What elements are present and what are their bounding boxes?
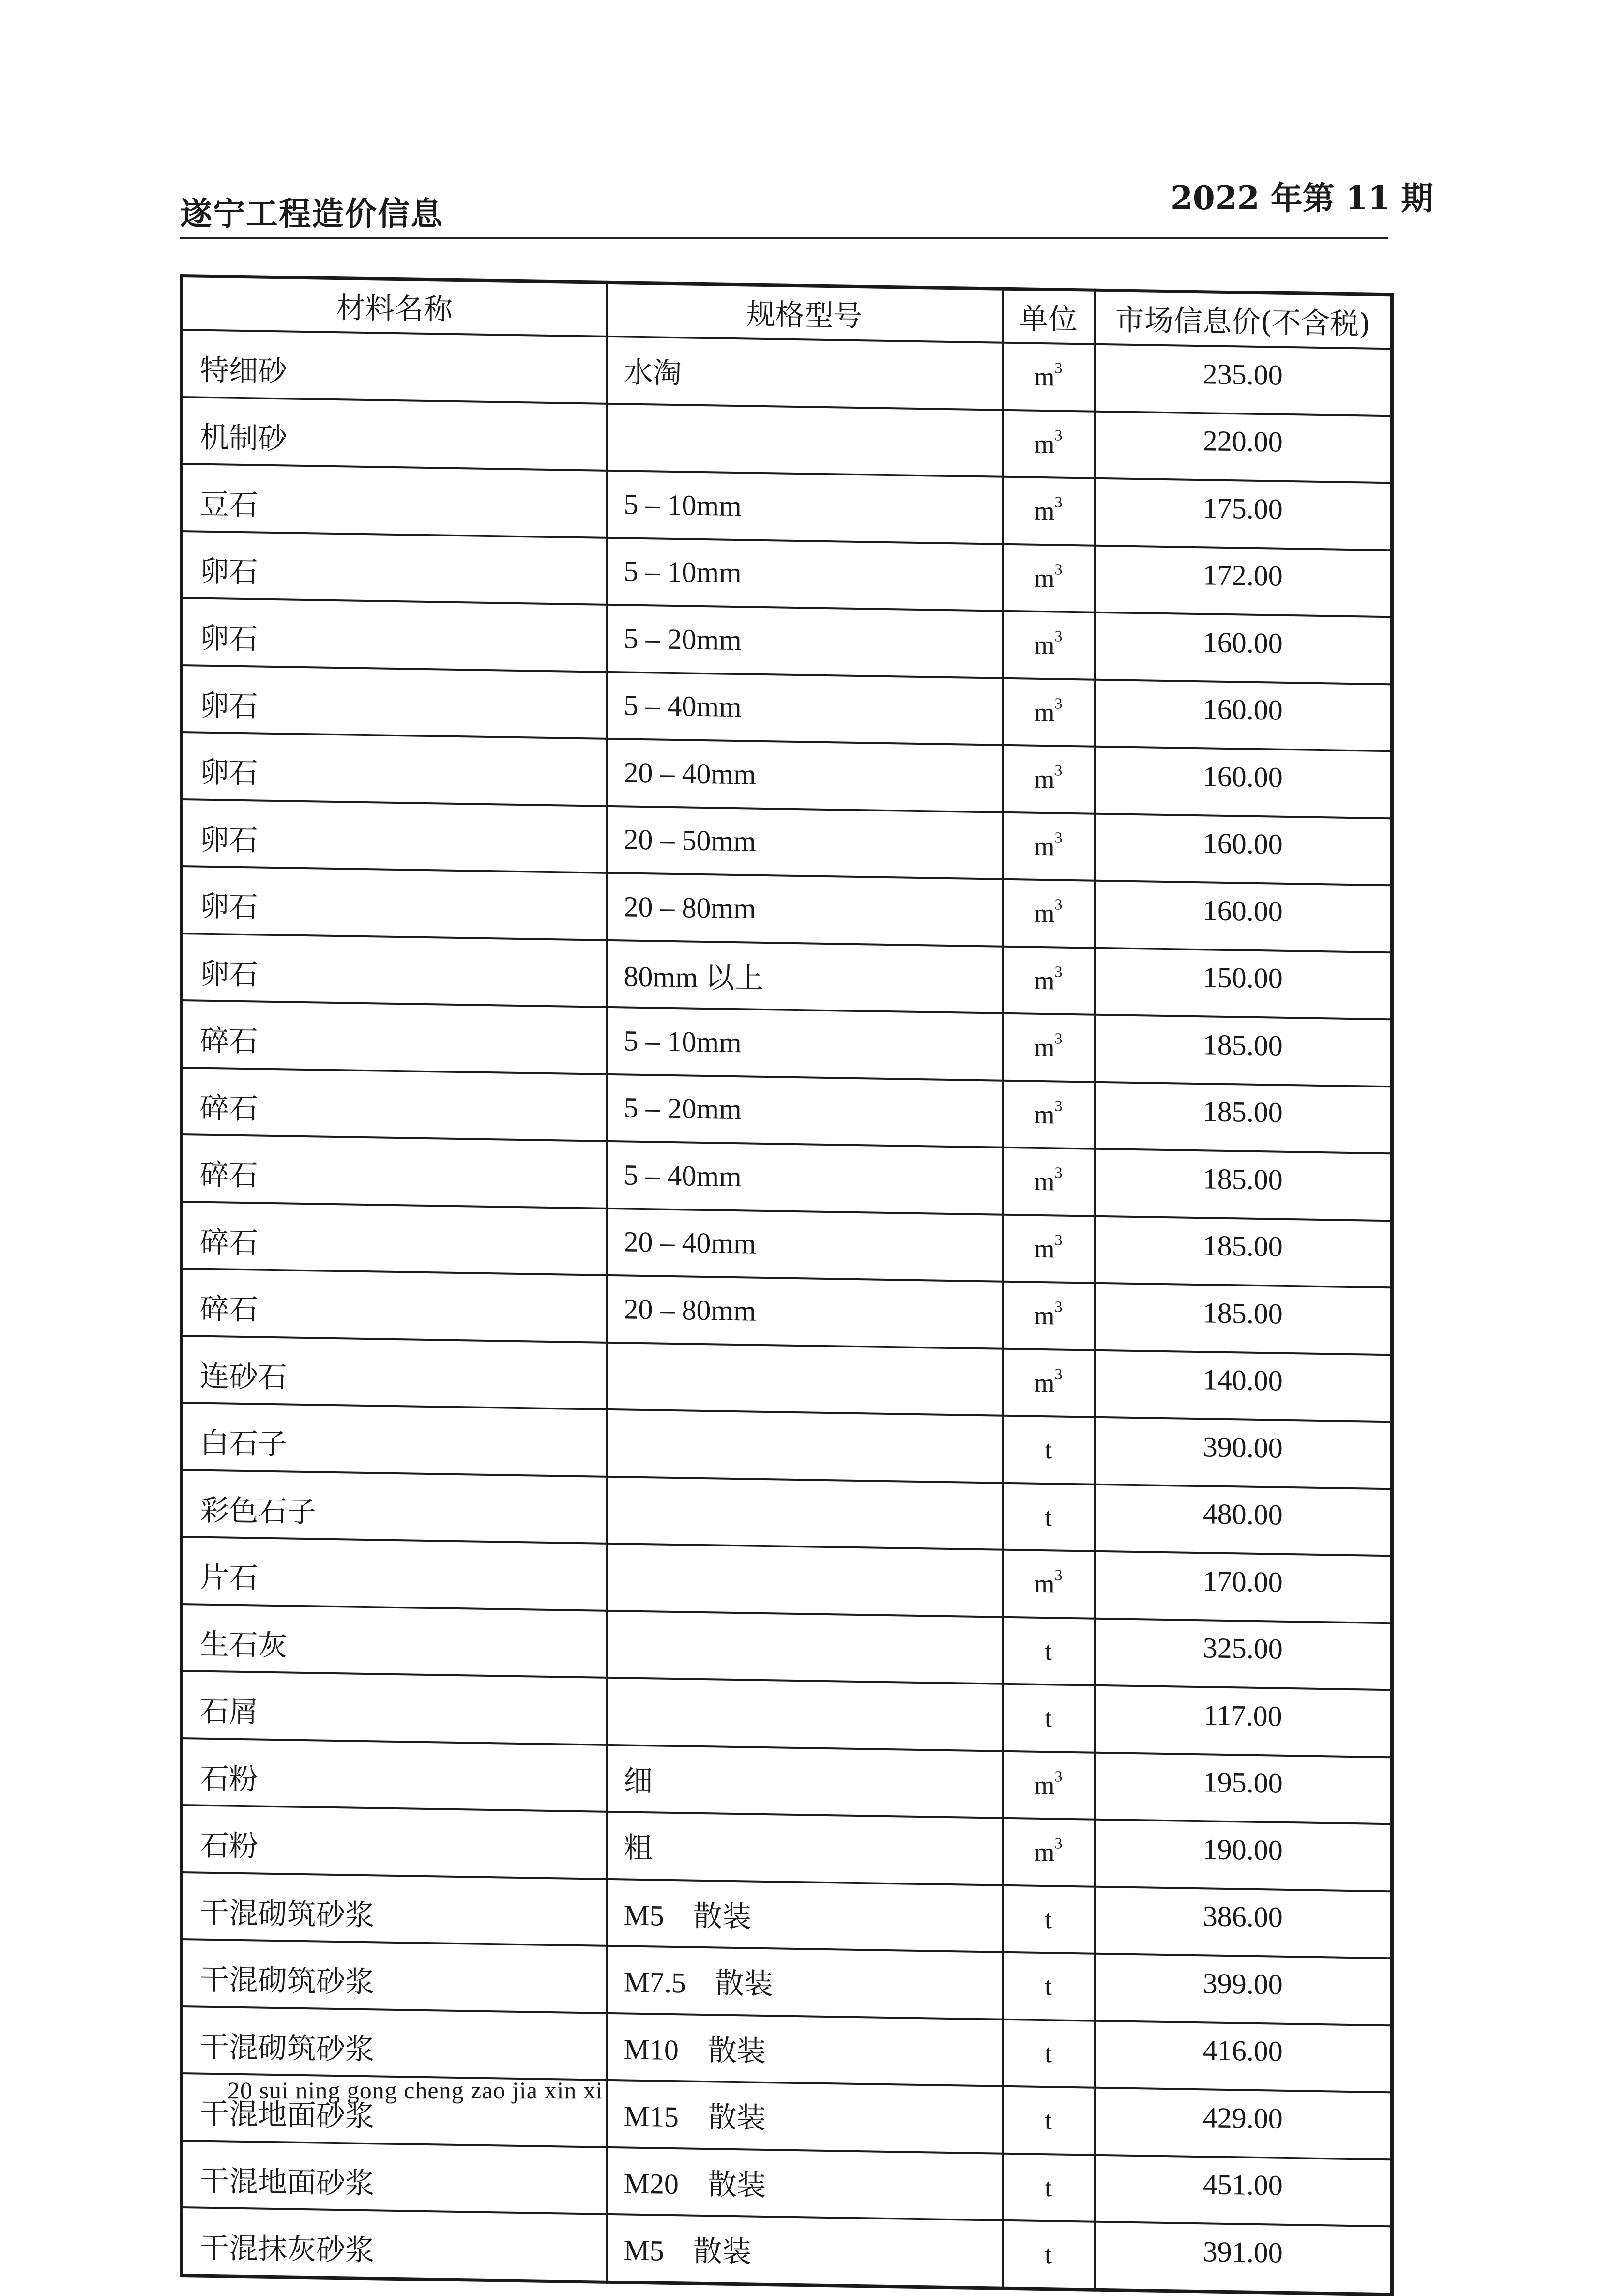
- unit-superscript: 3: [1054, 1029, 1063, 1047]
- unit-base: t: [1044, 2038, 1052, 2068]
- price-cell: 451.00: [1095, 2155, 1392, 2226]
- unit-base: t: [1044, 1435, 1052, 1465]
- price-cell: 185.00: [1095, 1082, 1392, 1153]
- spec-cell: M5 散装: [607, 1879, 1003, 1952]
- spec-cell: M15 散装: [607, 2080, 1003, 2153]
- unit-superscript: 3: [1054, 1365, 1063, 1383]
- price-cell: 160.00: [1095, 612, 1392, 684]
- unit-cell: [1003, 1818, 1095, 1886]
- unit-superscript: 3: [1054, 828, 1063, 846]
- material-name-cell: 干混地面砂浆: [182, 2141, 607, 2214]
- unit-superscript: 3: [1054, 1163, 1063, 1181]
- material-name-cell: 彩色石子: [182, 1470, 607, 1544]
- price-cell: 172.00: [1095, 545, 1392, 617]
- price-cell: 429.00: [1095, 2088, 1392, 2159]
- material-name-cell: 豆石: [182, 464, 607, 537]
- price-cell: 160.00: [1095, 881, 1392, 952]
- unit-cell: [1003, 1885, 1095, 1953]
- spec-cell: M10 散装: [607, 2013, 1003, 2086]
- unit-superscript: 3: [1054, 359, 1063, 377]
- spec-cell: 5 – 20mm: [607, 605, 1003, 678]
- spec-cell: 粗: [607, 1812, 1003, 1885]
- unit-cell: [1003, 1013, 1095, 1082]
- material-name-cell: 碎石: [182, 1202, 607, 1275]
- unit-cell: [1003, 1952, 1095, 2020]
- unit-cell: [1003, 2153, 1095, 2221]
- price-cell: 185.00: [1095, 1149, 1392, 1221]
- material-name-cell: 卵石: [182, 598, 607, 672]
- material-name-cell: 干混砌筑砂浆: [182, 2006, 607, 2080]
- material-name-cell: 白石子: [182, 1403, 607, 1476]
- spec-cell: 20 – 80mm: [607, 1275, 1003, 1348]
- unit-cell: [1003, 1416, 1095, 1484]
- unit-base: t: [1044, 1502, 1052, 1532]
- unit-cell: [1003, 477, 1095, 545]
- spec-cell: M20 散装: [607, 2147, 1003, 2220]
- unit-cell: [1003, 2086, 1095, 2155]
- spec-cell: [607, 1678, 1003, 1751]
- material-name-cell: 干混砌筑砂浆: [182, 1939, 607, 2013]
- table-body: [182, 330, 1392, 2294]
- unit-cell: [1003, 1684, 1095, 1752]
- price-cell: 150.00: [1095, 948, 1392, 1019]
- spec-cell: 20 – 40mm: [607, 739, 1003, 812]
- material-name-cell: 碎石: [182, 1068, 607, 1141]
- unit-base: t: [1044, 1636, 1052, 1666]
- unit-superscript: 3: [1054, 1231, 1063, 1249]
- price-cell: 325.00: [1095, 1618, 1392, 1690]
- material-name-cell: 碎石: [182, 1134, 607, 1208]
- spec-cell: [607, 1342, 1003, 1415]
- header-divider: [180, 237, 1388, 239]
- material-name-cell: 碎石: [182, 1269, 607, 1342]
- publication-title: 遂宁工程造价信息: [180, 195, 443, 232]
- unit-base: m: [1034, 831, 1055, 861]
- unit-base: m: [1034, 1032, 1055, 1062]
- material-name-cell: 卵石: [182, 531, 607, 605]
- unit-cell: [1003, 879, 1095, 948]
- unit-base: m: [1034, 1100, 1055, 1130]
- unit-cell: [1003, 343, 1095, 411]
- spec-cell: [607, 403, 1003, 476]
- unit-superscript: 3: [1054, 426, 1063, 444]
- material-name-cell: 卵石: [182, 934, 607, 1007]
- spec-cell: 5 – 10mm: [607, 1007, 1003, 1080]
- unit-superscript: 3: [1054, 1566, 1063, 1584]
- price-cell: 480.00: [1095, 1484, 1392, 1556]
- unit-cell: [1003, 1617, 1095, 1685]
- unit-cell: [1003, 946, 1095, 1014]
- unit-superscript: 3: [1054, 493, 1063, 511]
- spec-cell: [607, 1476, 1003, 1549]
- unit-cell: [1003, 812, 1095, 880]
- column-header-unit: 单位: [1003, 289, 1095, 344]
- unit-superscript: 3: [1054, 1097, 1063, 1115]
- unit-base: m: [1034, 362, 1055, 392]
- price-cell: 416.00: [1095, 2020, 1392, 2092]
- unit-superscript: 3: [1054, 1298, 1063, 1316]
- unit-cell: [1003, 1080, 1095, 1148]
- column-header-material-name: 材料名称: [182, 276, 607, 337]
- spec-cell: [607, 1610, 1003, 1684]
- unit-cell: [1003, 1483, 1095, 1551]
- unit-cell: [1003, 611, 1095, 679]
- material-name-cell: 片石: [182, 1537, 607, 1610]
- material-name-cell: 机制砂: [182, 397, 607, 471]
- unit-cell: [1003, 745, 1095, 813]
- unit-cell: [1003, 2019, 1095, 2087]
- price-cell: 140.00: [1095, 1350, 1392, 1422]
- unit-base: t: [1044, 2173, 1052, 2203]
- spec-cell: 20 – 50mm: [607, 806, 1003, 879]
- unit-cell: [1003, 678, 1095, 746]
- spec-cell: 5 – 10mm: [607, 537, 1003, 611]
- price-cell: 220.00: [1095, 411, 1392, 483]
- material-name-cell: 干混地面砂浆: [182, 2073, 607, 2147]
- material-name-cell: 干混砌筑砂浆: [182, 1872, 607, 1946]
- price-cell: 195.00: [1095, 1752, 1392, 1824]
- unit-base: m: [1034, 1301, 1055, 1331]
- spec-cell: 5 – 20mm: [607, 1074, 1003, 1147]
- spec-cell: M7.5 散装: [607, 1946, 1003, 2019]
- column-header-spec: 规格型号: [607, 282, 1003, 342]
- page-footer: 20 sui ning gong cheng zao jia xin xi: [228, 2077, 603, 2104]
- price-cell: 160.00: [1095, 813, 1392, 885]
- unit-cell: [1003, 1214, 1095, 1283]
- unit-superscript: 3: [1054, 895, 1063, 913]
- unit-cell: [1003, 544, 1095, 612]
- material-name-cell: 碎石: [182, 1000, 607, 1074]
- unit-cell: [1003, 410, 1095, 478]
- unit-base: t: [1044, 1703, 1052, 1733]
- unit-superscript: 3: [1054, 1834, 1063, 1852]
- price-cell: 117.00: [1095, 1685, 1392, 1757]
- unit-base: m: [1034, 1166, 1055, 1196]
- spec-cell: 水淘: [607, 337, 1003, 410]
- unit-base: m: [1034, 898, 1055, 928]
- material-name-cell: 卵石: [182, 665, 607, 739]
- material-name-cell: 卵石: [182, 799, 607, 873]
- unit-base: t: [1044, 2240, 1052, 2269]
- unit-cell: [1003, 1550, 1095, 1618]
- price-table: [180, 274, 1394, 2296]
- unit-base: m: [1034, 1770, 1055, 1800]
- unit-superscript: 3: [1054, 560, 1063, 578]
- price-cell: 190.00: [1095, 1820, 1392, 1891]
- unit-base: t: [1044, 2106, 1052, 2135]
- price-cell: 160.00: [1095, 747, 1392, 818]
- material-name-cell: 干混抹灰砂浆: [182, 2207, 607, 2282]
- spec-cell: 20 – 80mm: [607, 873, 1003, 946]
- price-cell: 170.00: [1095, 1551, 1392, 1623]
- unit-base: m: [1034, 1837, 1055, 1867]
- price-cell: 175.00: [1095, 478, 1392, 550]
- unit-base: m: [1034, 1234, 1055, 1264]
- price-cell: 185.00: [1095, 1283, 1392, 1355]
- material-name-cell: 特细砂: [182, 330, 607, 403]
- price-cell: 386.00: [1095, 1886, 1392, 1958]
- unit-base: m: [1034, 496, 1055, 526]
- unit-base: m: [1034, 1569, 1055, 1599]
- unit-base: m: [1034, 697, 1055, 727]
- price-cell: 185.00: [1095, 1015, 1392, 1087]
- spec-cell: 80mm 以上: [607, 940, 1003, 1013]
- unit-base: m: [1034, 563, 1055, 593]
- price-cell: 391.00: [1095, 2222, 1392, 2295]
- unit-cell: [1003, 2220, 1095, 2290]
- column-header-price: 市场信息价(不含税): [1095, 290, 1392, 349]
- unit-superscript: 3: [1054, 694, 1063, 712]
- material-name-cell: 卵石: [182, 732, 607, 806]
- unit-base: t: [1044, 1904, 1052, 1934]
- spec-cell: [607, 1409, 1003, 1483]
- spec-cell: 5 – 40mm: [607, 1141, 1003, 1214]
- unit-base: m: [1034, 965, 1055, 995]
- material-name-cell: 连砂石: [182, 1336, 607, 1409]
- unit-base: t: [1044, 1972, 1052, 2001]
- unit-superscript: 3: [1054, 1767, 1063, 1785]
- unit-cell: [1003, 1348, 1095, 1417]
- unit-superscript: 3: [1054, 761, 1063, 779]
- spec-cell: 细: [607, 1745, 1003, 1818]
- unit-superscript: 3: [1054, 963, 1063, 980]
- unit-cell: [1003, 1282, 1095, 1350]
- unit-base: m: [1034, 764, 1055, 794]
- price-cell: 185.00: [1095, 1216, 1392, 1287]
- price-table-container: [180, 274, 1390, 2296]
- unit-cell: [1003, 1148, 1095, 1216]
- material-name-cell: 石粉: [182, 1805, 607, 1879]
- unit-base: m: [1034, 429, 1055, 459]
- material-name-cell: 卵石: [182, 866, 607, 940]
- material-name-cell: 石粉: [182, 1738, 607, 1812]
- spec-cell: [607, 1544, 1003, 1617]
- spec-cell: 20 – 40mm: [607, 1208, 1003, 1281]
- price-cell: 399.00: [1095, 1954, 1392, 2025]
- price-cell: 390.00: [1095, 1417, 1392, 1489]
- material-name-cell: 石屑: [182, 1671, 607, 1745]
- material-name-cell: 生石灰: [182, 1604, 607, 1678]
- price-cell: 235.00: [1095, 344, 1392, 416]
- unit-superscript: 3: [1054, 627, 1063, 645]
- unit-cell: [1003, 1751, 1095, 1819]
- spec-cell: M5 散装: [607, 2214, 1003, 2288]
- unit-base: m: [1034, 630, 1055, 660]
- price-cell: 160.00: [1095, 679, 1392, 751]
- issue-number: 2022 年第 11 期: [1171, 179, 1433, 217]
- unit-base: m: [1034, 1368, 1055, 1398]
- spec-cell: 5 – 10mm: [607, 471, 1003, 544]
- spec-cell: 5 – 40mm: [607, 672, 1003, 745]
